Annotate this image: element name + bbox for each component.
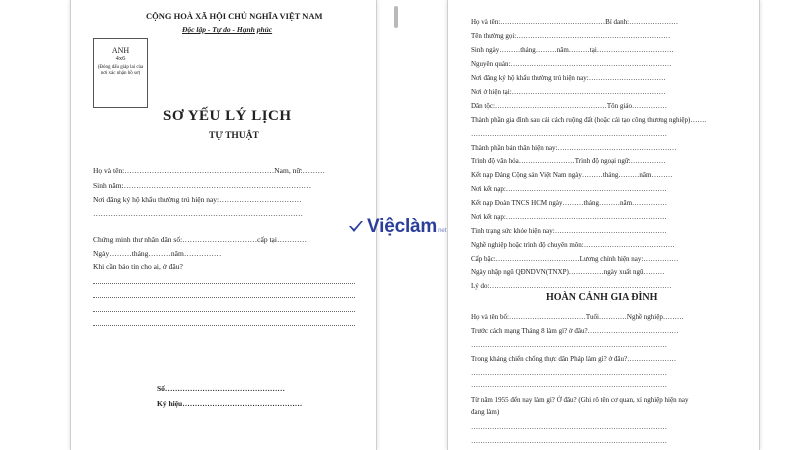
watermark-logo	[348, 217, 446, 237]
field-ngay-cap: Ngày………tháng………năm……………	[93, 249, 222, 258]
ky-hieu-label: Ký hiệu…………………………………………	[157, 399, 303, 408]
photo-box	[93, 38, 148, 108]
watermark-suffix: net	[438, 228, 447, 234]
field-continued: …………………………………………………………………………	[471, 130, 667, 138]
field-continued: …………………………………………………………………………	[471, 423, 667, 431]
photo-box-size: 4x6	[115, 55, 126, 62]
document-subtitle: TỰ THUẬT	[209, 131, 259, 141]
blank-line	[93, 325, 355, 326]
watermark-brand: Việclàm	[367, 216, 438, 237]
field-ten-thuong-goi: Tên thường gọi:…………………………………………………………	[471, 32, 671, 40]
blank-line	[93, 311, 355, 312]
field-khang-chien: Trong kháng chiến chống thực dân Pháp làm gì? ở đâu?…………………	[471, 355, 677, 363]
field-ly-do: Lý do:……………………………………………………………………	[471, 282, 672, 290]
field-ho-khau-continued: …………………………………………………………………………	[93, 209, 303, 218]
field-noi-o: Nơi ở hiện tại:…………………………………………………………	[471, 88, 666, 96]
field-bao-tin: Khi cần báo tin cho ai, ở đâu?	[93, 262, 183, 271]
field-tu-nam-1955-continued: đang làm)	[471, 408, 500, 416]
photo-box-label: ANH	[111, 46, 130, 55]
field-truoc-cach-mang: Trước cách mạng Tháng 8 làm gì? ở đâu?…………………………………	[471, 327, 679, 335]
field-nguyen-quan: Nguyên quán:……………………………………………………………	[471, 60, 672, 68]
checkmark-logo-icon	[348, 219, 364, 235]
scrollbar-thumb[interactable]	[394, 6, 398, 28]
field-nghe-nghiep: Nghề nghiệp hoặc trình độ chuyên môn:…………………………………	[471, 241, 675, 249]
field-trinh-do: Trình độ văn hóa……………………Trình độ ngoại ngữ:……………	[471, 157, 666, 165]
field-suc-khoe: Tình trạng sức khỏe hiện nay:…………………………………………	[471, 227, 667, 235]
field-sinh-nam: Sinh năm:…………………………………………………………………	[93, 181, 312, 190]
field-ket-nap-dang: Kết nạp Đảng Cộng sản Việt Nam ngày………tháng………năm………	[471, 171, 673, 179]
field-ho-ten-bo: Họ và tên bố:……………………………Tuổi…………Nghề nghiệp………	[471, 313, 684, 321]
field-continued: …………………………………………………………………………	[471, 437, 667, 445]
document-title: SƠ YẾU LÝ LỊCH	[163, 108, 292, 124]
field-continued: …………………………………………………………………………	[471, 369, 667, 377]
field-ho-va-ten: Họ và tên:………………………………………Bí danh:…………………	[471, 18, 679, 26]
national-motto: Độc lập - Tự do - Hạnh phúc	[182, 25, 273, 34]
so-label: Số…………………………………………	[157, 384, 285, 393]
field-cmnd: Chứng minh thư nhân dân số:…………………………cấp tại…………	[93, 235, 307, 244]
page-left	[70, 0, 377, 450]
field-ket-nap-doan: Kết nạp Đoàn TNCS HCM ngày………tháng………năm……………	[471, 199, 668, 207]
field-continued: …………………………………………………………………………	[471, 341, 667, 349]
field-noi-ket-nap: Nơi kết nạp:……………………………………………………………	[471, 185, 667, 193]
field-continued: …………………………………………………………………………	[471, 381, 667, 389]
field-noi-ket-nap: Nơi kết nạp:……………………………………………………………	[471, 213, 667, 221]
field-tu-nam-1955: Từ năm 1955 đến nay làm gì? Ở đâu? (Ghi rõ tên cơ quan, xí nghiệp hiện nay	[471, 396, 689, 404]
field-ho-va-ten: Họ và tên:……………………………………………………Nam, nữ:………	[93, 166, 325, 175]
blank-line	[93, 283, 355, 284]
field-nhap-ngu: Ngày nhập ngũ QĐNDVN(TNXP)……………ngày xuất ngũ………	[471, 268, 665, 276]
field-sinh-ngay: Sinh ngày………tháng………năm………tại……………………………	[471, 46, 674, 54]
field-ho-khau: Nơi đăng ký hộ khẩu thường trú hiện nay:……………………………	[93, 195, 302, 204]
field-dan-toc: Dân tộc:…………………………………………Tôn giáo……………	[471, 102, 667, 110]
field-ho-khau: Nơi đăng ký hộ khẩu thường trú hiện nay:……………………………	[471, 74, 666, 82]
photo-box-note: (Đóng dấu giáp lai của nơi xác nhận hồ sơ)	[97, 65, 144, 76]
blank-line	[93, 297, 355, 298]
section-title-hoan-canh: HOÀN CẢNH GIA ĐÌNH	[546, 292, 658, 303]
field-thanh-phan-gia-dinh: Thành phần gia đình sau cải cách ruộng đất (hoặc cải tạo công thương nghiệp)…….	[471, 116, 707, 124]
field-thanh-phan-ban-than: Thành phần bản thân hiện nay:……………………………………………	[471, 144, 677, 152]
field-cap-bac: Cấp bậc:………………………………Lương chính hiện nay:……………	[471, 255, 679, 263]
national-title: CỘNG HOÀ XÃ HỘI CHỦ NGHĨA VIỆT NAM	[146, 11, 323, 21]
page-right	[447, 0, 760, 450]
